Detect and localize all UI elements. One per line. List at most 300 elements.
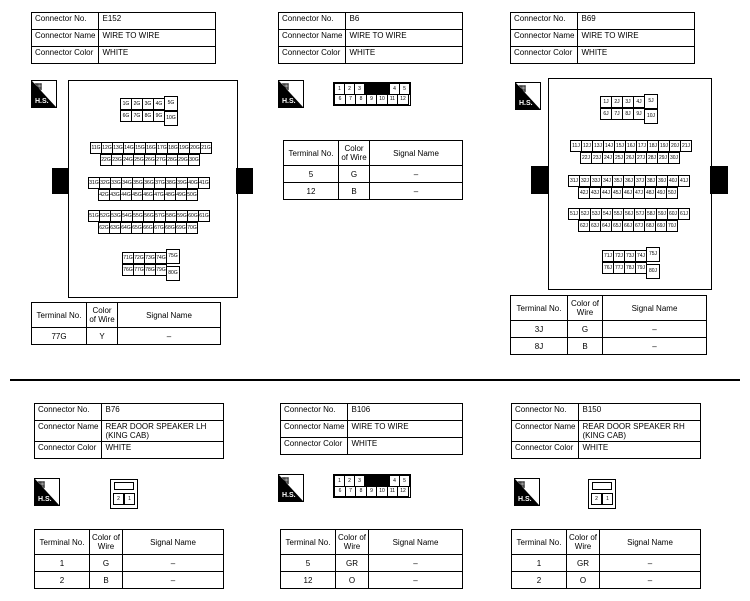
pin-cavity: 11G [90,142,102,154]
pin-cavity: 57G [154,210,166,222]
pin-cavity: 72J [613,250,625,262]
pin-cavity: 37G [154,177,166,189]
header-terminal-no: Terminal No. [35,530,90,555]
pin-cavity: 52J [579,208,591,220]
pin-cavity: 45J [611,187,623,199]
connector-no-value: B69 [578,13,695,30]
terminal-cell: 2 [512,572,567,589]
pin-cavity: 65G [131,222,143,234]
pin-cavity: 68J [644,220,656,232]
pin-cavity: 24J [602,152,614,164]
pin-cavity: 29G [177,154,189,166]
terminal-cell: 1 [512,555,567,572]
label-connector-color: Connector Color [281,438,348,455]
pin-cavity [114,482,134,490]
label-connector-no: Connector No. [32,13,99,30]
signal-cell: – [603,321,707,338]
signal-table-b76 [34,529,224,589]
pin-cavity: 72G [133,252,145,264]
hs-icon: ▦ H.S. [31,80,57,108]
pin-cavity: 1J [600,96,612,108]
pin-cavity: 50G [186,189,198,201]
table-row [511,321,707,338]
table-row [281,555,463,572]
pin-cavity: 42J [578,187,590,199]
pin-cavity: 19J [658,140,670,152]
signal-cell: – [603,338,707,355]
pin-cavity: 29J [657,152,669,164]
pin-cavity: 40J [667,175,679,187]
table-row [511,338,707,355]
pin-cavity: 60G [187,210,199,222]
connector-tab-right [710,166,728,194]
pin-cavity: 45G [131,189,143,201]
pin-cavity: 8G [142,110,154,122]
signal-table-b6 [283,140,463,200]
pin-cavity: 66J [622,220,634,232]
label-connector-name: Connector Name [511,30,578,47]
signal-cell: – [600,572,701,589]
wire-color-cell: G [568,321,603,338]
pin-cavity: 66G [142,222,154,234]
pin-cavity: 69G [175,222,187,234]
pin-cavity: 63J [589,220,601,232]
pin-cavity: 2 [113,493,124,505]
pin-cavity: 4G [153,98,165,110]
connector-info-e152 [31,12,216,64]
connector-no-value: B150 [579,404,701,421]
pin-cavity: 7J [611,108,623,120]
pin-cavity: 8 [355,94,367,105]
wire-color-cell: O [567,572,600,589]
pin-cavity: 68G [164,222,176,234]
pin-cavity: 16J [625,140,637,152]
connector-no-value: B76 [102,404,224,421]
signal-cell: – [123,555,224,572]
pin-cavity: 15J [614,140,626,152]
header-color-of-wire: Color of Wire [567,530,600,555]
pin-cavity: 32J [579,175,591,187]
pin-cavity: 34G [121,177,133,189]
pin-cavity: 17J [636,140,648,152]
signal-cell: – [123,572,224,589]
pin-cavity: 43G [109,189,121,201]
pin-cavity: 5G [164,96,178,111]
connector-no-value: E152 [99,13,216,30]
label-connector-no: Connector No. [511,13,578,30]
pin-cavity: 4J [633,96,645,108]
hs-icon: ▦ H.S. [278,80,304,108]
connector-name-value: REAR DOOR SPEAKER LH (KING CAB) [102,421,224,442]
pin-cavity: 3G [142,98,154,110]
pin-cavity: 55J [612,208,624,220]
label-connector-color: Connector Color [279,47,346,64]
wire-color-cell: G [90,555,123,572]
pin-cavity: 36J [623,175,635,187]
pin-cavity: 33G [110,177,122,189]
hs-icon: ▦ H.S. [515,82,541,110]
table-row [512,555,701,572]
pin-cavity: 49J [655,187,667,199]
pin-cavity: 25G [133,154,145,166]
pin-cavity: 12J [581,140,593,152]
pin-cavity: 6J [600,108,612,120]
hs-icon: ▦ H.S. [278,474,304,502]
header-color-of-wire: Color of Wire [90,530,123,555]
pin-cavity: 56G [143,210,155,222]
pin-cavity: 22J [580,152,592,164]
pin-cavity: 11J [570,140,582,152]
pin-cavity [592,482,612,490]
signal-table-b106 [280,529,463,589]
signal-cell: – [369,572,463,589]
connector-no-value: B6 [346,13,463,30]
label-connector-name: Connector Name [279,30,346,47]
label-connector-name: Connector Name [281,421,348,438]
connector-name-value: WIRE TO WIRE [99,30,216,47]
connector-info-b69 [510,12,695,64]
pin-cavity: 10J [644,109,658,124]
table-row [284,183,463,200]
terminal-cell: 12 [281,572,336,589]
pin-cavity: 1 [602,493,613,505]
pin-cavity: 41J [678,175,690,187]
pin-cavity: 80G [166,266,180,281]
pin-cavity: 2G [131,98,143,110]
pin-cavity: 70J [666,220,678,232]
connector-color-value: WHITE [346,47,463,64]
pin-cavity: 76G [122,264,134,276]
header-signal-name: Signal Name [603,296,707,321]
wire-color-cell: Y [87,328,118,345]
pin-cavity: 51G [88,210,100,222]
header-signal-name: Signal Name [118,303,221,328]
pin-cavity: 12 [397,486,409,497]
hs-icon: ▦ H.S. [514,478,540,506]
pin-cavity: 51J [568,208,580,220]
header-terminal-no: Terminal No. [32,303,87,328]
pin-cavity: 28J [646,152,658,164]
pin-cavity: 62G [98,222,110,234]
header-color-of-wire: Color of Wire [336,530,369,555]
pin-cavity: 18G [167,142,179,154]
pin-cavity: 6 [334,486,346,497]
pin-cavity: 80J [646,264,660,279]
pin-grid-b150 [588,479,616,509]
pin-cavity: 3 [354,83,365,95]
pin-cavity: 25J [613,152,625,164]
label-connector-no: Connector No. [35,404,102,421]
pin-cavity: 58J [645,208,657,220]
table-row [284,166,463,183]
header-terminal-no: Terminal No. [281,530,336,555]
terminal-cell: 8J [511,338,568,355]
terminal-cell: 12 [284,183,339,200]
pin-cavity: 1G [120,98,132,110]
signal-table-b150 [511,529,701,589]
pin-cavity: 78G [144,264,156,276]
pin-cavity: 26G [144,154,156,166]
pin-cavity: 64J [600,220,612,232]
signal-cell: – [370,166,463,183]
pin-cavity: 47G [153,189,165,201]
pin-cavity: 33J [590,175,602,187]
pin-cavity: 11 [387,94,399,105]
pin-cavity: 20J [669,140,681,152]
header-color-of-wire: Color of Wire [568,296,603,321]
pin-grid-b69 [550,88,708,284]
pin-cavity: 3 [354,475,365,487]
header-signal-name: Signal Name [369,530,463,555]
pin-cavity: 16G [145,142,157,154]
pin-cavity: 53J [590,208,602,220]
label-connector-no: Connector No. [512,404,579,421]
pin-cavity: 46G [142,189,154,201]
pin-cavity: 34J [601,175,613,187]
pin-cavity: 13G [112,142,124,154]
terminal-cell: 1 [35,555,90,572]
pin-cavity: 12 [397,94,409,105]
pin-cavity: 56J [623,208,635,220]
connector-name-value: REAR DOOR SPEAKER RH (KING CAB) [579,421,701,442]
pin-cavity: 23J [591,152,603,164]
pin-cavity: 7G [131,110,143,122]
connector-name-value: WIRE TO WIRE [578,30,695,47]
connector-color-value: WHITE [578,47,695,64]
pin-cavity: 77G [133,264,145,276]
pin-cavity: 64G [120,222,132,234]
table-row [512,572,701,589]
pin-cavity: 43J [589,187,601,199]
pin-cavity: 28G [166,154,178,166]
pin-cavity: 1 [334,83,345,95]
pin-grid-e152 [70,90,234,290]
pin-cavity: 11 [387,486,399,497]
pin-cavity: 39G [176,177,188,189]
pin-grid-b106 [333,474,410,498]
wire-color-cell: B [568,338,603,355]
pin-cavity: 23G [111,154,123,166]
signal-cell: – [600,555,701,572]
pin-cavity: 20G [189,142,201,154]
pin-cavity: 35J [612,175,624,187]
pin-cavity: 30J [668,152,680,164]
wire-color-cell: GR [567,555,600,572]
label-connector-color: Connector Color [35,442,102,459]
table-row [35,555,224,572]
pin-cavity: 65J [611,220,623,232]
pin-cavity: 59G [176,210,188,222]
section-divider [10,379,740,381]
pin-cavity: 74G [155,252,167,264]
pin-cavity: 3J [622,96,634,108]
terminal-cell: 5 [281,555,336,572]
pin-cavity: 44J [600,187,612,199]
pin-cavity: 36G [143,177,155,189]
pin-cavity: 24G [122,154,134,166]
pin-cavity: 10 [376,486,388,497]
header-color-of-wire: Color of Wire [87,303,118,328]
pin-cavity: 1 [124,493,135,505]
pin-grid-b76 [110,479,138,509]
pin-cavity: 18J [647,140,659,152]
pin-cavity: 8J [622,108,634,120]
pin-cavity: 14J [603,140,615,152]
pin-cavity: 10G [164,111,178,126]
pin-cavity: 4 [389,83,400,95]
pin-cavity: 78J [624,262,636,274]
pin-cavity: 47J [633,187,645,199]
connector-no-value: B106 [348,404,463,421]
pin-cavity: 76J [602,262,614,274]
pin-cavity: 48J [644,187,656,199]
pin-cavity: 9 [366,486,378,497]
connector-info-b106 [280,403,463,455]
pin-cavity: 9G [153,110,165,122]
terminal-cell: 3J [511,321,568,338]
connector-tab-left [52,168,69,194]
pin-cavity: 67J [633,220,645,232]
pin-cavity: 53G [110,210,122,222]
label-connector-color: Connector Color [32,47,99,64]
label-connector-no: Connector No. [279,13,346,30]
pin-cavity: 52G [99,210,111,222]
signal-cell: – [370,183,463,200]
pin-cavity: 15G [134,142,146,154]
pin-cavity: 79J [635,262,647,274]
pin-cavity: 57J [634,208,646,220]
pin-cavity: 7 [345,94,357,105]
pin-cavity: 74J [635,250,647,262]
connector-info-b150 [511,403,701,459]
header-color-of-wire: Color of Wire [339,141,370,166]
pin-cavity: 61J [678,208,690,220]
pin-cavity: 75J [646,247,660,262]
pin-cavity: 9 [366,94,378,105]
terminal-cell: 2 [35,572,90,589]
pin-cavity: 59J [656,208,668,220]
pin-cavity: 37J [634,175,646,187]
pin-cavity: 38G [165,177,177,189]
pin-cavity: 5 [399,475,410,487]
pin-cavity: 69J [655,220,667,232]
pin-cavity: 8 [355,486,367,497]
pin-cavity: 58G [165,210,177,222]
pin-cavity: 12G [101,142,113,154]
pin-cavity: 50J [666,187,678,199]
pin-cavity: 31G [88,177,100,189]
header-signal-name: Signal Name [123,530,224,555]
pin-cavity: 2 [344,83,355,95]
pin-cavity: 10 [376,94,388,105]
pin-cavity: 2 [591,493,602,505]
pin-cavity: 21J [680,140,692,152]
label-connector-color: Connector Color [511,47,578,64]
pin-cavity: 17G [156,142,168,154]
pin-cavity: 39J [656,175,668,187]
pin-cavity: 44G [120,189,132,201]
table-row [281,572,463,589]
terminal-cell: 77G [32,328,87,345]
pin-cavity: 5 [399,83,410,95]
signal-cell: – [118,328,221,345]
pin-cavity: 6 [334,94,346,105]
wire-color-cell: GR [336,555,369,572]
pin-cavity: 46J [622,187,634,199]
connector-name-value: WIRE TO WIRE [346,30,463,47]
pin-cavity: 61G [198,210,210,222]
signal-table-e152 [31,302,221,345]
pin-cavity: 5J [644,94,658,109]
pin-cavity: 7 [345,486,357,497]
wire-color-cell: O [336,572,369,589]
wire-color-cell: B [339,183,370,200]
pin-cavity: 71G [122,252,134,264]
label-connector-name: Connector Name [32,30,99,47]
header-signal-name: Signal Name [600,530,701,555]
pin-cavity: 77J [613,262,625,274]
pin-grid-b6 [333,82,410,106]
pin-cavity: 60J [667,208,679,220]
pin-cavity: 27G [155,154,167,166]
pin-cavity: 70G [186,222,198,234]
pin-cavity: 67G [153,222,165,234]
header-terminal-no: Terminal No. [512,530,567,555]
pin-cavity: 73J [624,250,636,262]
wire-color-cell: G [339,166,370,183]
pin-cavity: 4 [389,475,400,487]
pin-cavity: 30G [188,154,200,166]
wire-color-cell: B [90,572,123,589]
label-connector-no: Connector No. [281,404,348,421]
pin-cavity: 55G [132,210,144,222]
pin-cavity: 27J [635,152,647,164]
pin-cavity: 32G [99,177,111,189]
pin-cavity: 40G [187,177,199,189]
pin-cavity: 42G [98,189,110,201]
label-connector-color: Connector Color [512,442,579,459]
pin-cavity: 14G [123,142,135,154]
header-terminal-no: Terminal No. [284,141,339,166]
pin-cavity: 9J [633,108,645,120]
label-connector-name: Connector Name [512,421,579,442]
table-row [35,572,224,589]
connector-color-value: WHITE [579,442,701,459]
pin-cavity: 54J [601,208,613,220]
connector-color-value: WHITE [99,47,216,64]
pin-cavity: 48G [164,189,176,201]
pin-cavity: 38J [645,175,657,187]
connector-color-value: WHITE [102,442,224,459]
pin-cavity: 2 [344,475,355,487]
connector-info-b6 [278,12,463,64]
pin-cavity: 22G [100,154,112,166]
header-signal-name: Signal Name [370,141,463,166]
pin-cavity: 2J [611,96,623,108]
pin-cavity: 54G [121,210,133,222]
pin-cavity: 35G [132,177,144,189]
connector-tab-right [236,168,253,194]
pin-cavity: 49G [175,189,187,201]
pin-cavity: 1 [334,475,345,487]
header-terminal-no: Terminal No. [511,296,568,321]
connector-info-b76 [34,403,224,459]
pin-cavity: 13J [592,140,604,152]
connector-name-value: WIRE TO WIRE [348,421,463,438]
pin-cavity: 21G [200,142,212,154]
pin-cavity: 73G [144,252,156,264]
signal-cell: – [369,555,463,572]
